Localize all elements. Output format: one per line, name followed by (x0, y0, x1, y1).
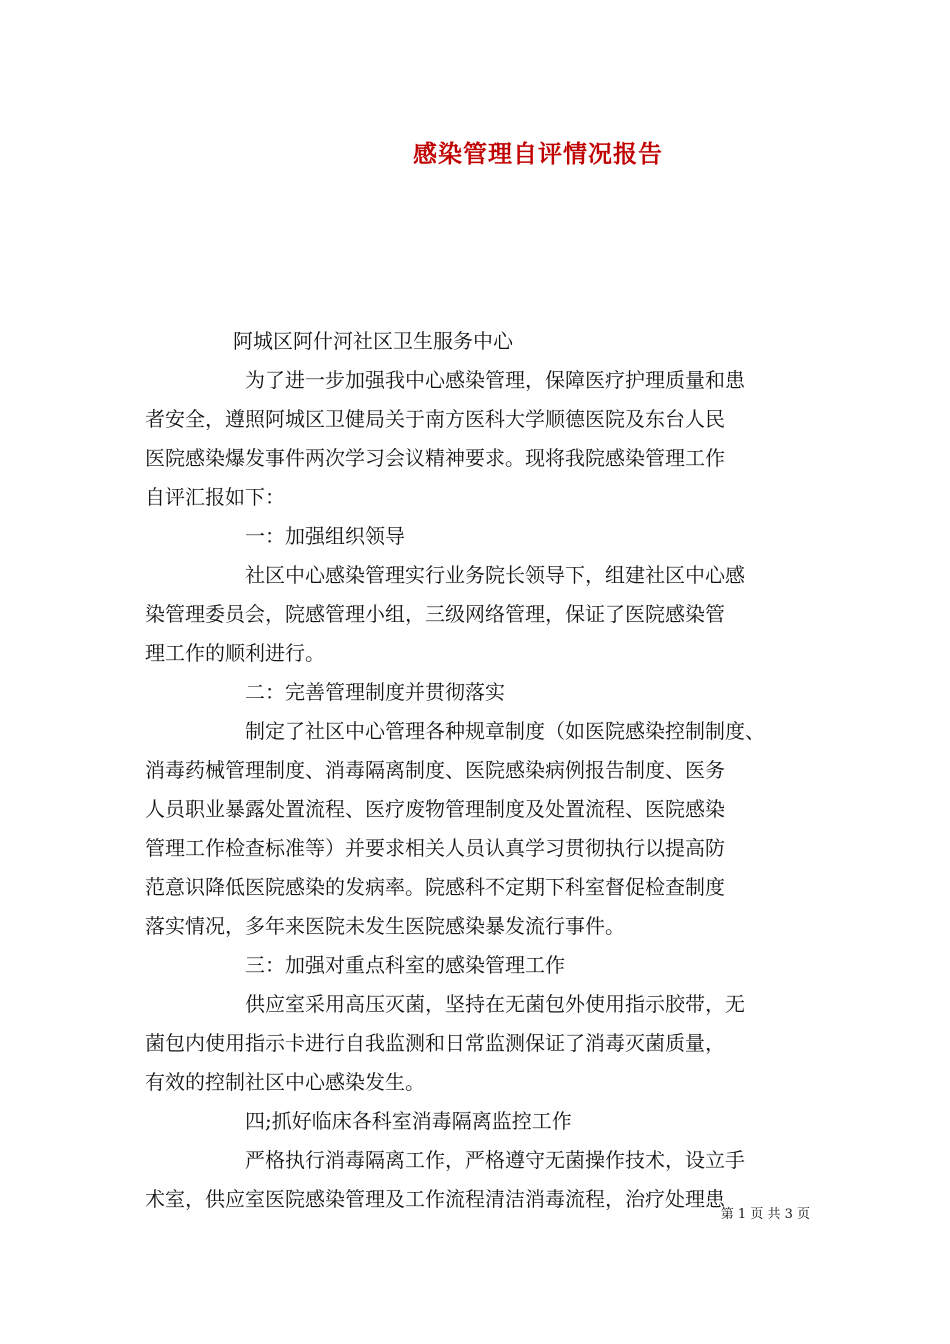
page-number: 第 1 页 共 3 页 (720, 1207, 810, 1222)
section-heading-2: 二：完善管理制度并贯彻落实 (245, 680, 505, 704)
text-line: 社区中心感染管理实行业务院长领导下，组建社区中心感 (245, 563, 745, 587)
section-heading-1: 一：加强组织领导 (245, 524, 405, 548)
section-heading-3: 三：加强对重点科室的感染管理工作 (245, 953, 565, 977)
text-line: 者安全，遵照阿城区卫健局关于南方医科大学顺德医院及东台人民 (145, 407, 725, 431)
text-line: 术室，供应室医院感染管理及工作流程清洁消毒流程，治疗处理患 (145, 1187, 725, 1211)
text-line: 落实情况，多年来医院未发生医院感染暴发流行事件。 (145, 914, 625, 938)
text-line: 制定了社区中心管理各种规章制度（如医院感染控制制度、 (245, 719, 765, 743)
paragraph-intro (145, 361, 807, 517)
section-heading-4: 四;抓好临床各科室消毒隔离监控工作 (245, 1109, 572, 1133)
paragraph-supply-room (145, 985, 807, 1102)
text-line: 有效的控制社区中心感染发生。 (145, 1070, 425, 1094)
paragraph-regulations (145, 712, 807, 946)
text-line: 管理工作检查标准等）并要求相关人员认真学习贯彻执行以提高防 (145, 836, 725, 860)
organization-line: 阿城区阿什河社区卫生服务中心 (233, 329, 513, 353)
text-line: 为了进一步加强我中心感染管理，保障医疗护理质量和患 (245, 368, 745, 392)
document-title: 感染管理自评情况报告 (413, 139, 663, 168)
text-line: 消毒药械管理制度、消毒隔离制度、医院感染病例报告制度、医务 (145, 758, 725, 782)
text-line: 染管理委员会，院感管理小组，三级网络管理，保证了医院感染管 (145, 602, 725, 626)
paragraph-organization (145, 556, 807, 673)
document-body (145, 322, 807, 1219)
text-line: 医院感染爆发事件两次学习会议精神要求。现将我院感染管理工作 (145, 446, 725, 470)
text-line: 严格执行消毒隔离工作，严格遵守无菌操作技术，设立手 (245, 1148, 745, 1172)
text-line: 理工作的顺利进行。 (145, 641, 325, 665)
text-line: 供应室采用高压灭菌，坚持在无菌包外使用指示胶带，无 (245, 992, 745, 1016)
text-line: 自评汇报如下： (145, 485, 285, 509)
text-line: 菌包内使用指示卡进行自我监测和日常监测保证了消毒灭菌质量， (145, 1031, 725, 1055)
text-line: 范意识降低医院感染的发病率。院感科不定期下科室督促检查制度 (145, 875, 725, 899)
text-line: 人员职业暴露处置流程、医疗废物管理制度及处置流程、医院感染 (145, 797, 725, 821)
